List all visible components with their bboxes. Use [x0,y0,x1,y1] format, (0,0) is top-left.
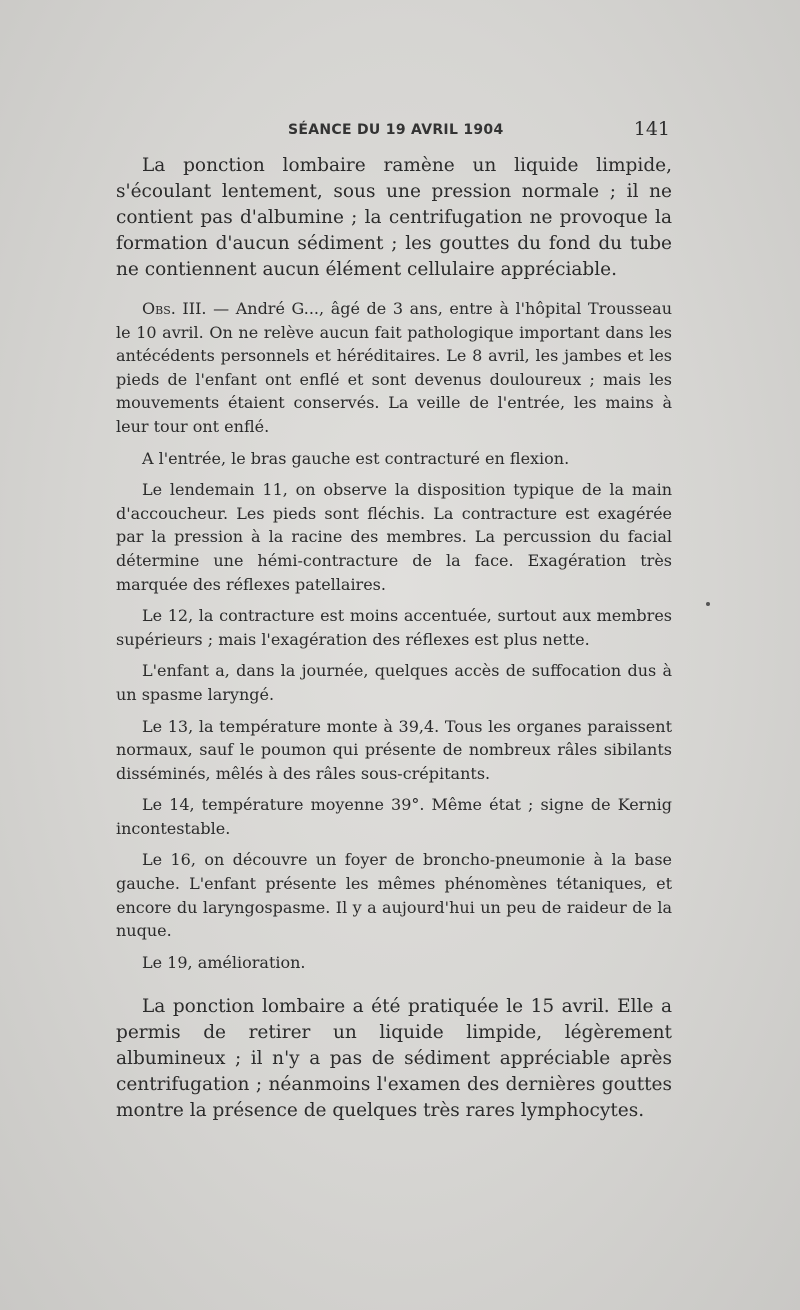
running-title: SÉANCE DU 19 AVRIL 1904 [288,122,504,138]
paragraph-day-14: Le 14, température moyenne 39°. Même état ; signe de Kernig incontestable. [116,795,672,838]
page-number: 141 [633,118,670,140]
paper-speck [706,602,710,606]
paragraph-day-11: Le lendemain 11, on observe la disposition typique de la main d'accoucheur. Les pieds sont fléchis. La contracture est exagérée par la pression à la racine des membres. La percussion du facial détermine une hémi-contracture de la face. Exagération très marquée des réflexes patellaires. [116,480,672,594]
paragraph-day-12: Le 12, la contracture est moins accentuée, surtout aux membres supérieurs ; mais l'exagération des réflexes est plus nette. [116,606,672,649]
paragraph-day-16: Le 16, on découvre un foyer de broncho-pneumonie à la base gauche. L'enfant présente les mêmes phénomènes tétaniques, et encore du laryngospasme. Il y a aujourd'hui un peu de raideur de la nuque. [116,850,672,941]
paragraph-suffocation: L'enfant a, dans la journée, quelques accès de suffocation dus à un spasme laryngé. [116,661,672,704]
paragraph-admission: A l'entrée, le bras gauche est contracturé en flexion. [142,448,570,468]
observation-text: — André G..., âgé de 3 ans, entre à l'hôpital Trousseau le 10 avril. On ne relève aucun fait pathologique important dans les antécédents personnels et héréditaires. Le 8 avril, les jambes et les pieds de l'enfant ont enflé et sont devenus douloureux ; mais les mouvements étaient conservés. La veille de l'entrée, les mains à leur tour ont enflé. [116,299,672,436]
paragraph-day-13: Le 13, la température monte à 39,4. Tous les organes paraissent normaux, sauf le poumon qui présente de nombreux râles sibilants disséminés, mêlés à des râles sous-crépitants. [116,716,672,783]
paragraph-lumbar-puncture-1: La ponction lombaire ramène un liquide limpide, s'écoulant lentement, sous une pression normale ; il ne contient pas d'albumine ; la centrifugation ne provoque la formation d'aucun sédiment ; les gouttes du fond du tube ne contiennent aucun élément cellulaire appréciable. [116,155,672,280]
paragraph-day-19: Le 19, amélioration. [142,952,306,972]
paragraph-observation-3 [116,297,672,439]
body-text [116,153,672,1132]
paragraph-lumbar-puncture-2: La ponction lombaire a été pratiquée le 15 avril. Elle a permis de retirer un liquide limpide, légèrement albumineux ; il n'y a pas de sédiment appréciable après centrifugation ; néanmoins l'examen des dernières gouttes montre la présence de quelques très rares lymphocytes. [116,996,672,1122]
page-header [118,120,670,146]
observation-label: Obs. III. [142,299,207,318]
